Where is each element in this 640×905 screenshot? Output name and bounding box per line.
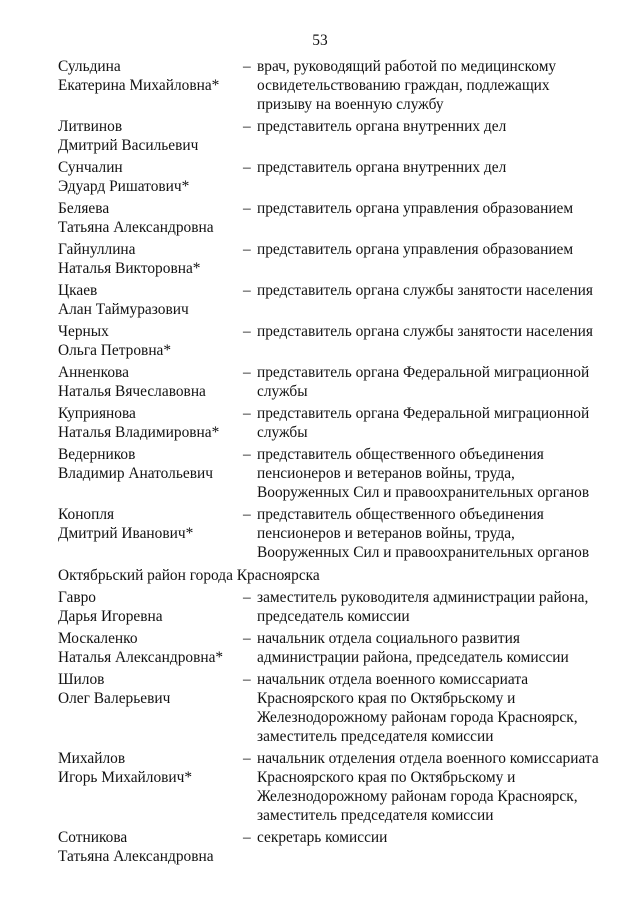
member-role-line: представитель органа управления образованием [257, 200, 574, 217]
member-role-line: представитель органа внутренних дел [257, 159, 507, 176]
member-role-line: врач, руководящий работой по медицинскому [257, 58, 557, 75]
member-role-line: начальник отдела социального развития [257, 630, 520, 647]
role-dash: – [243, 159, 251, 176]
member-name [58, 363, 243, 401]
member-role-text [257, 281, 613, 300]
member-name-line: Конопля [58, 506, 115, 523]
member-role-text [257, 670, 613, 746]
member-role-line: Железнодорожному районам города Красноярск, [257, 709, 578, 726]
member-name-line: Шилов [58, 671, 105, 688]
member-role-line: секретарь комиссии [257, 829, 388, 846]
member-name [58, 670, 243, 708]
role-dash: – [243, 630, 251, 647]
member-role-text [257, 404, 613, 442]
member-role-line: освидетельствованию граждан, подлежащих [257, 77, 550, 94]
member-name-line: Алан Таймуразович [58, 301, 189, 318]
member-role-line: пенсионеров и ветеранов войны, труда, [257, 465, 515, 482]
member-name [58, 199, 243, 237]
member-role-line: представитель органа Федеральной миграционной [257, 364, 590, 381]
member-name-line: Ольга Петровна* [58, 342, 172, 359]
member-role-text [257, 240, 613, 259]
member-role-text [257, 363, 613, 401]
member-name-line: Сульдина [58, 58, 121, 75]
member-name-line: Михайлов [58, 750, 126, 767]
member-role-text [257, 158, 613, 177]
member-name-line: Эдуард Ришатович* [58, 178, 190, 195]
member-name-line: Цкаев [58, 282, 98, 299]
member-role-line: начальник отделения отдела военного комиссариата [257, 750, 599, 767]
member-name [58, 57, 243, 95]
member-role-line: представитель органа внутренних дел [257, 118, 507, 135]
role-dash: – [243, 364, 251, 381]
member-name-line: Сотникова [58, 829, 128, 846]
member-name [58, 828, 243, 866]
member-role-text [257, 322, 613, 341]
page-number: 53 [312, 32, 328, 49]
role-dash: – [243, 671, 251, 688]
role-dash: – [243, 58, 251, 75]
member-role-line: пенсионеров и ветеранов войны, труда, [257, 525, 515, 542]
member-role-line: службы [257, 383, 308, 400]
member-role-line: заместитель председателя комиссии [257, 728, 494, 745]
member-role-line: заместитель председателя комиссии [257, 807, 494, 824]
member-name [58, 158, 243, 196]
role-dash: – [243, 118, 251, 135]
role-dash: – [243, 323, 251, 340]
member-name [58, 404, 243, 442]
member-name [58, 588, 243, 626]
member-role-text [257, 57, 613, 114]
member-name [58, 240, 243, 278]
member-name-line: Владимир Анатольевич [58, 465, 213, 482]
member-role-text [257, 445, 613, 502]
role-dash: – [243, 200, 251, 217]
member-name-line: Дмитрий Иванович* [58, 525, 194, 542]
member-role-line: представитель органа службы занятости населения [257, 282, 593, 299]
member-role-line: Вооруженных Сил и правоохранительных органов [257, 484, 590, 501]
member-role-line: представитель общественного объединения [257, 506, 544, 523]
member-name-line: Сунчалин [58, 159, 123, 176]
member-name [58, 322, 243, 360]
member-name [58, 281, 243, 319]
member-role-line: Красноярского края по Октябрьскому и [257, 769, 516, 786]
member-role-line: Красноярского края по Октябрьскому и [257, 690, 516, 707]
member-name-line: Москаленко [58, 630, 138, 647]
member-role-line: администрации района, председатель комиссии [257, 649, 569, 666]
member-role-line: Железнодорожному районам города Красноярск, [257, 788, 578, 805]
member-role-line: председатель комиссии [257, 608, 410, 625]
member-name-line: Наталья Викторовна* [58, 260, 201, 277]
role-dash: – [243, 750, 251, 767]
member-role-line: начальник отдела военного комиссариата [257, 671, 529, 688]
member-name-line: Гайнуллина [58, 241, 136, 258]
member-name-line: Екатерина Михайловна* [58, 77, 220, 94]
member-name-line: Черных [58, 323, 109, 340]
member-role-line: Вооруженных Сил и правоохранительных органов [257, 544, 590, 561]
member-role-line: призыву на военную службу [257, 96, 444, 113]
role-dash: – [243, 282, 251, 299]
member-role-line: заместитель руководителя администрации района, [257, 589, 589, 606]
member-name-line: Ведерников [58, 446, 136, 463]
member-role-text [257, 629, 613, 667]
member-role-text [257, 505, 613, 562]
member-name-line: Куприянова [58, 405, 136, 422]
role-dash: – [243, 446, 251, 463]
member-role-text [257, 199, 613, 218]
member-name-line: Наталья Вячеславовна [58, 383, 206, 400]
member-name-line: Олег Валерьевич [58, 690, 171, 707]
member-name-line: Татьяна Александровна [58, 848, 214, 865]
member-name-line: Гавро [58, 589, 97, 606]
member-name [58, 749, 243, 787]
role-dash: – [243, 241, 251, 258]
member-name [58, 629, 243, 667]
member-name-line: Наталья Владимировна* [58, 424, 220, 441]
member-role-line: представитель органа управления образованием [257, 241, 574, 258]
member-role-line: представитель органа Федеральной миграционной [257, 405, 590, 422]
role-dash: – [243, 829, 251, 846]
member-name-line: Дмитрий Васильевич [58, 137, 199, 154]
role-dash: – [243, 506, 251, 523]
member-name-line: Дарья Игоревна [58, 608, 163, 625]
member-name-line: Игорь Михайлович* [58, 769, 193, 786]
member-name [58, 505, 243, 543]
member-role-text [257, 588, 613, 626]
member-name [58, 117, 243, 155]
member-name-line: Анненкова [58, 364, 129, 381]
member-role-line: службы [257, 424, 308, 441]
member-name [58, 445, 243, 483]
member-role-text [257, 828, 613, 847]
member-name-line: Беляева [58, 200, 110, 217]
role-dash: – [243, 589, 251, 606]
member-role-text [257, 117, 613, 136]
member-role-line: представитель общественного объединения [257, 446, 544, 463]
member-role-line: представитель органа службы занятости населения [257, 323, 593, 340]
member-name-line: Татьяна Александровна [58, 219, 214, 236]
member-role-text [257, 749, 613, 825]
member-name-line: Литвинов [58, 118, 123, 135]
section-heading: Октябрьский район города Красноярска [58, 567, 320, 584]
role-dash: – [243, 405, 251, 422]
member-name-line: Наталья Александровна* [58, 649, 224, 666]
